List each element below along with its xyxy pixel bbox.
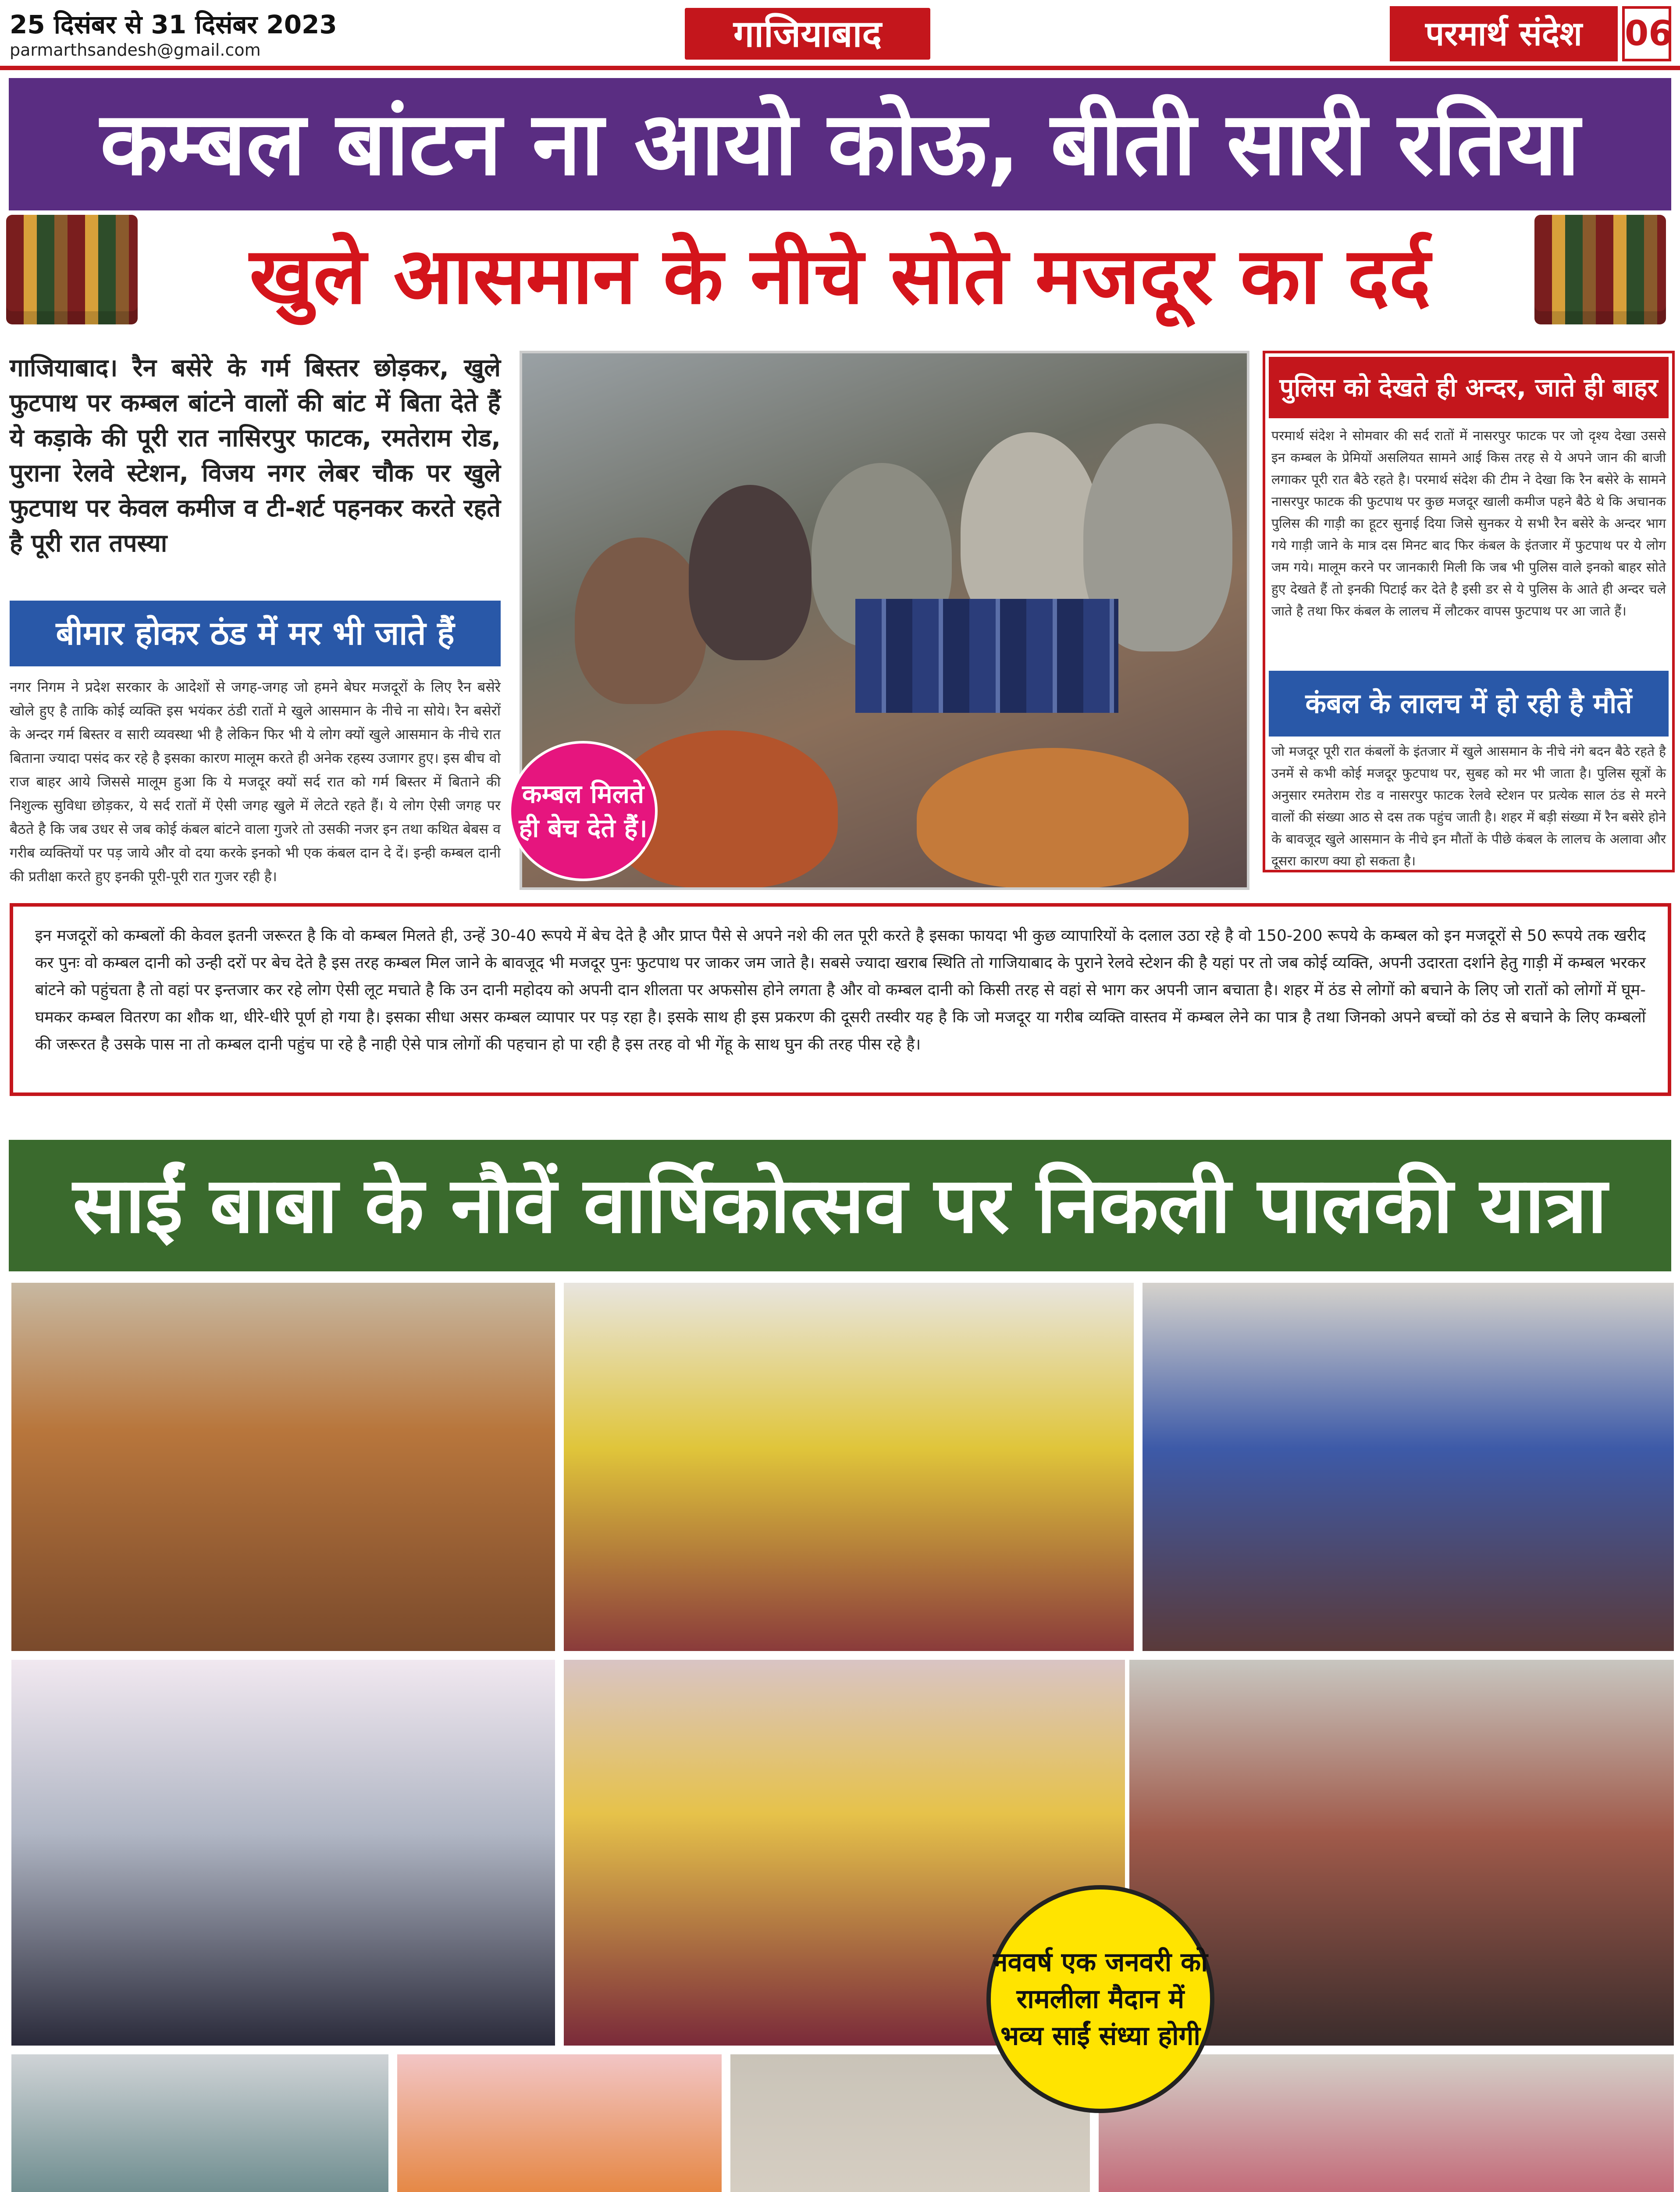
story1-headline: कम्बल बांटन ना आयो कोऊ, बीती सारी रतिया	[9, 78, 1671, 210]
story2-headline: साईं बाबा के नौवें वार्षिकोत्सव पर निकली पालकी यात्रा	[9, 1140, 1671, 1271]
issue-date: 25 दिसंबर से 31 दिसंबर 2023	[10, 10, 337, 39]
newspaper-name: परमार्थ संदेश	[1390, 6, 1618, 61]
announcement-badge: नववर्ष एक जनवरी को रामलीला मैदान में भव्य साईं संध्या होगी	[986, 1885, 1214, 2113]
blanket-illustration	[1534, 215, 1666, 324]
blanket-illustration	[6, 215, 138, 324]
sidebar-body-illness: नगर निगम ने प्रदेश सरकार के आदेशों से जगह-जगह जो हमने बेघर मजदूरों के लिए रैन बसेरे खोले हुए है ताकि कोई व्यक्ति इस भयंकर ठंडी रातों मे खुले आसमान के नीचे ना सोये। रैन बसेरों के अन्दर गर्म बिस्तर व सारी व्यवस्था भी है लेकिन फिर भी ये लोग क्यों खुले आसमान के नीचे रात बिताना ज्यादा पसंद कर रहे है इसका कारण मालूम करते ही अनेक रहस्य उजागर हुए। इस बीच वो राज बाहर आये जिससे मालूम हुआ कि ये मजदूर क्यों सर्द रात को गर्म बिस्तर में बिताने की निशुल्क सुविधा छोड़कर, ये सर्द रातों में ऐसी जगह खुले में लेटते रहते हैं। ये लोग ऐसी जगह पर बैठते है कि जब उधर से जब कोई कंबल बांटने वाला गुजरे तो उसकी नजर इन तथा कथित बेबस व गरीब व्यक्तियों पर पड़ जाये और वो दया करके इनको भी एक कंबल दान दे दें। इन्ही कम्बल दानी की प्रतीक्षा करते हुए इनकी पूरी-पूरी रात गुजर रही है।	[10, 679, 501, 885]
photo-caption-badge: कम्बल मिलते ही बेच देते हैं।	[509, 741, 658, 881]
event-photo	[395, 2052, 724, 2192]
event-photo	[9, 1280, 558, 1654]
sidebar-body-police: परमार्थ संदेश ने सोमवार की सर्द रातों में नासरपुर फाटक पर जो दृश्य देखा उससे इन कम्बल के प्रेमियों असलियत सामने आई किस तरह से ये अपने जान की बाजी लगाकर पूरी रात बैठे रहते है। परमार्थ संदेश की टीम ने देखा कि रैन बसेरे के सामने नासरपुर फाटक की फुटपाथ पर कुछ मजदूर खाली कमीज पहने बैठे थे कि अचानक पुलिस की गाड़ी का हूटर सुनाई दिया जिसे सुनकर ये सभी रैन बसेरे के अन्दर भाग गये गाड़ी जाने के मात्र दस मिनट बाद फिर कंबल के इंतजार में फुटपाथ पर ये लोग जम गये। मालूम करने पर जानकारी मिली कि जब भी पुलिस वाले इनको बाहर सोते हुए देखते हैं तो इनकी पिटाई कर देते है इसी डर से ये पुलिस के आते ही अन्दर चले जाते है तथा फिर कंबल के लालच में लौटकर वापस फुटपाथ पर आ जाते हैं।	[1271, 428, 1666, 619]
event-photo	[9, 1657, 558, 2048]
event-photo	[561, 1280, 1136, 1654]
sidebar-heading-illness: बीमार होकर ठंड में मर भी जाते हैं	[10, 601, 501, 666]
event-photo	[9, 2052, 391, 2192]
sidebar-heading-deaths: कंबल के लालच में हो रही है मौतें	[1269, 671, 1669, 737]
story1-lead: गाजियाबाद। रैन बसेरे के गर्म बिस्तर छोड़कर, खुले फुटपाथ पर कम्बल बांटने वालों की बांट में बिता देते हैं ये कड़ाके की पूरी रात नासिरपुर फाटक, रमतेराम रोड, पुराना रेलवे स्टेशन, विजय नगर लेबर चौक पर खुले फुटपाथ पर केवल कमीज व टी-शर्ट पहनकर करते रहते है पूरी रात तपस्या	[10, 354, 501, 558]
sidebar-body-deaths: जो मजदूर पूरी रात कंबलों के इंतजार में खुले आसमान के नीचे नंगे बदन बैठे रहते है उनमें से कभी कोई मजदूर फुटपाथ पर, सुबह को मर भी जाता है। पुलिस सूत्रों के अनुसार रमतेराम रोड व नासरपुर फाटक रेलवे स्टेशन पर प्रत्येक साल ठंड से मरने वालों की संख्या आठ से दस तक पहुंच जाती है। शहर में बड़ी संख्या में रैन बसेरे होने के बावजूद खुले आसमान के नीचे इन मौतों के पीछे कंबल के लालच के अलावा और दूसरा कारण क्या हो सकता है।	[1271, 744, 1666, 869]
story1-bottom-text: इन मजदूरों को कम्बलों की केवल इतनी जरूरत है कि वो कम्बल मिलते ही, उन्हें 30-40 रूपये में बेच देते है और प्राप्त पैसे से अपने नशे की लत पूरी करते है इसका फायदा भी कुछ व्यापारियों के दलाल उठा रहे है वो 150-200 रूपये के कम्बल को इन मजदूरों से 50 रूपये तक खरीद कर पुनः वो कम्बल दानी को उन्ही दरों पर बेच देते है इस तरह कम्बल मिल जाने के बावजूद भी मजदूर पुनः फुटपाथ पर जाकर जम जाते है। सबसे ज्यादा खराब स्थिति तो गाजियाबाद के पुराने रेलवे स्टेशन की है यहां पर तो जब कोई व्यक्ति, अपनी उदारता दर्शाने हेतु गाड़ी में कम्बल भरकर बांटने को पहुंचता है तो वहां पर इन्तजार कर रहे लोग ऐसी लूट मचाते है कि उन दानी महोदय को अपनी दान शीलता पर अफसोस होने लगता है और वो कम्बल दानी को किसी तरह से वहां से भाग कर अपनी जान बचाता है। शहर में ठंड से लोगों को बचाने के लिए जो रातों को लोगों में घूम-घमकर कम्बल वितरण का शौक था, धीरे-धीरे पूर्ण हो गया है। इसका सीधा असर कम्बल व्यापार पर पड़ रहा है। इसके साथ ही इस प्रकरण की दूसरी तस्वीर यह है कि जो मजदूर या गरीब व्यक्ति वास्तव में कम्बल लेने का पात्र है तथा जिनको अपने बच्चों को ठंड से बचाने के लिए कम्बलों की जरूरत है उसके पास ना तो कम्बल दानी पहुंच पा रहे है नाही ऐसे पात्र लोगों की पहचान हो पा रही है इस तरह वो भी गेंहू के साथ घुन की तरह पीस रहे है।	[10, 903, 1671, 1096]
sidebar-heading-police: पुलिस को देखते ही अन्दर, जाते ही बाहर	[1269, 357, 1669, 418]
event-photo	[1140, 1280, 1676, 1654]
story1-subheadline: खुले आसमान के नीचे सोते मजदूर का दर्द	[249, 231, 1431, 321]
contact-email[interactable]: parmarthsandesh@gmail.com	[10, 40, 261, 60]
page-number: 06	[1622, 6, 1671, 61]
edition-city: गाजियाबाद	[685, 8, 930, 60]
